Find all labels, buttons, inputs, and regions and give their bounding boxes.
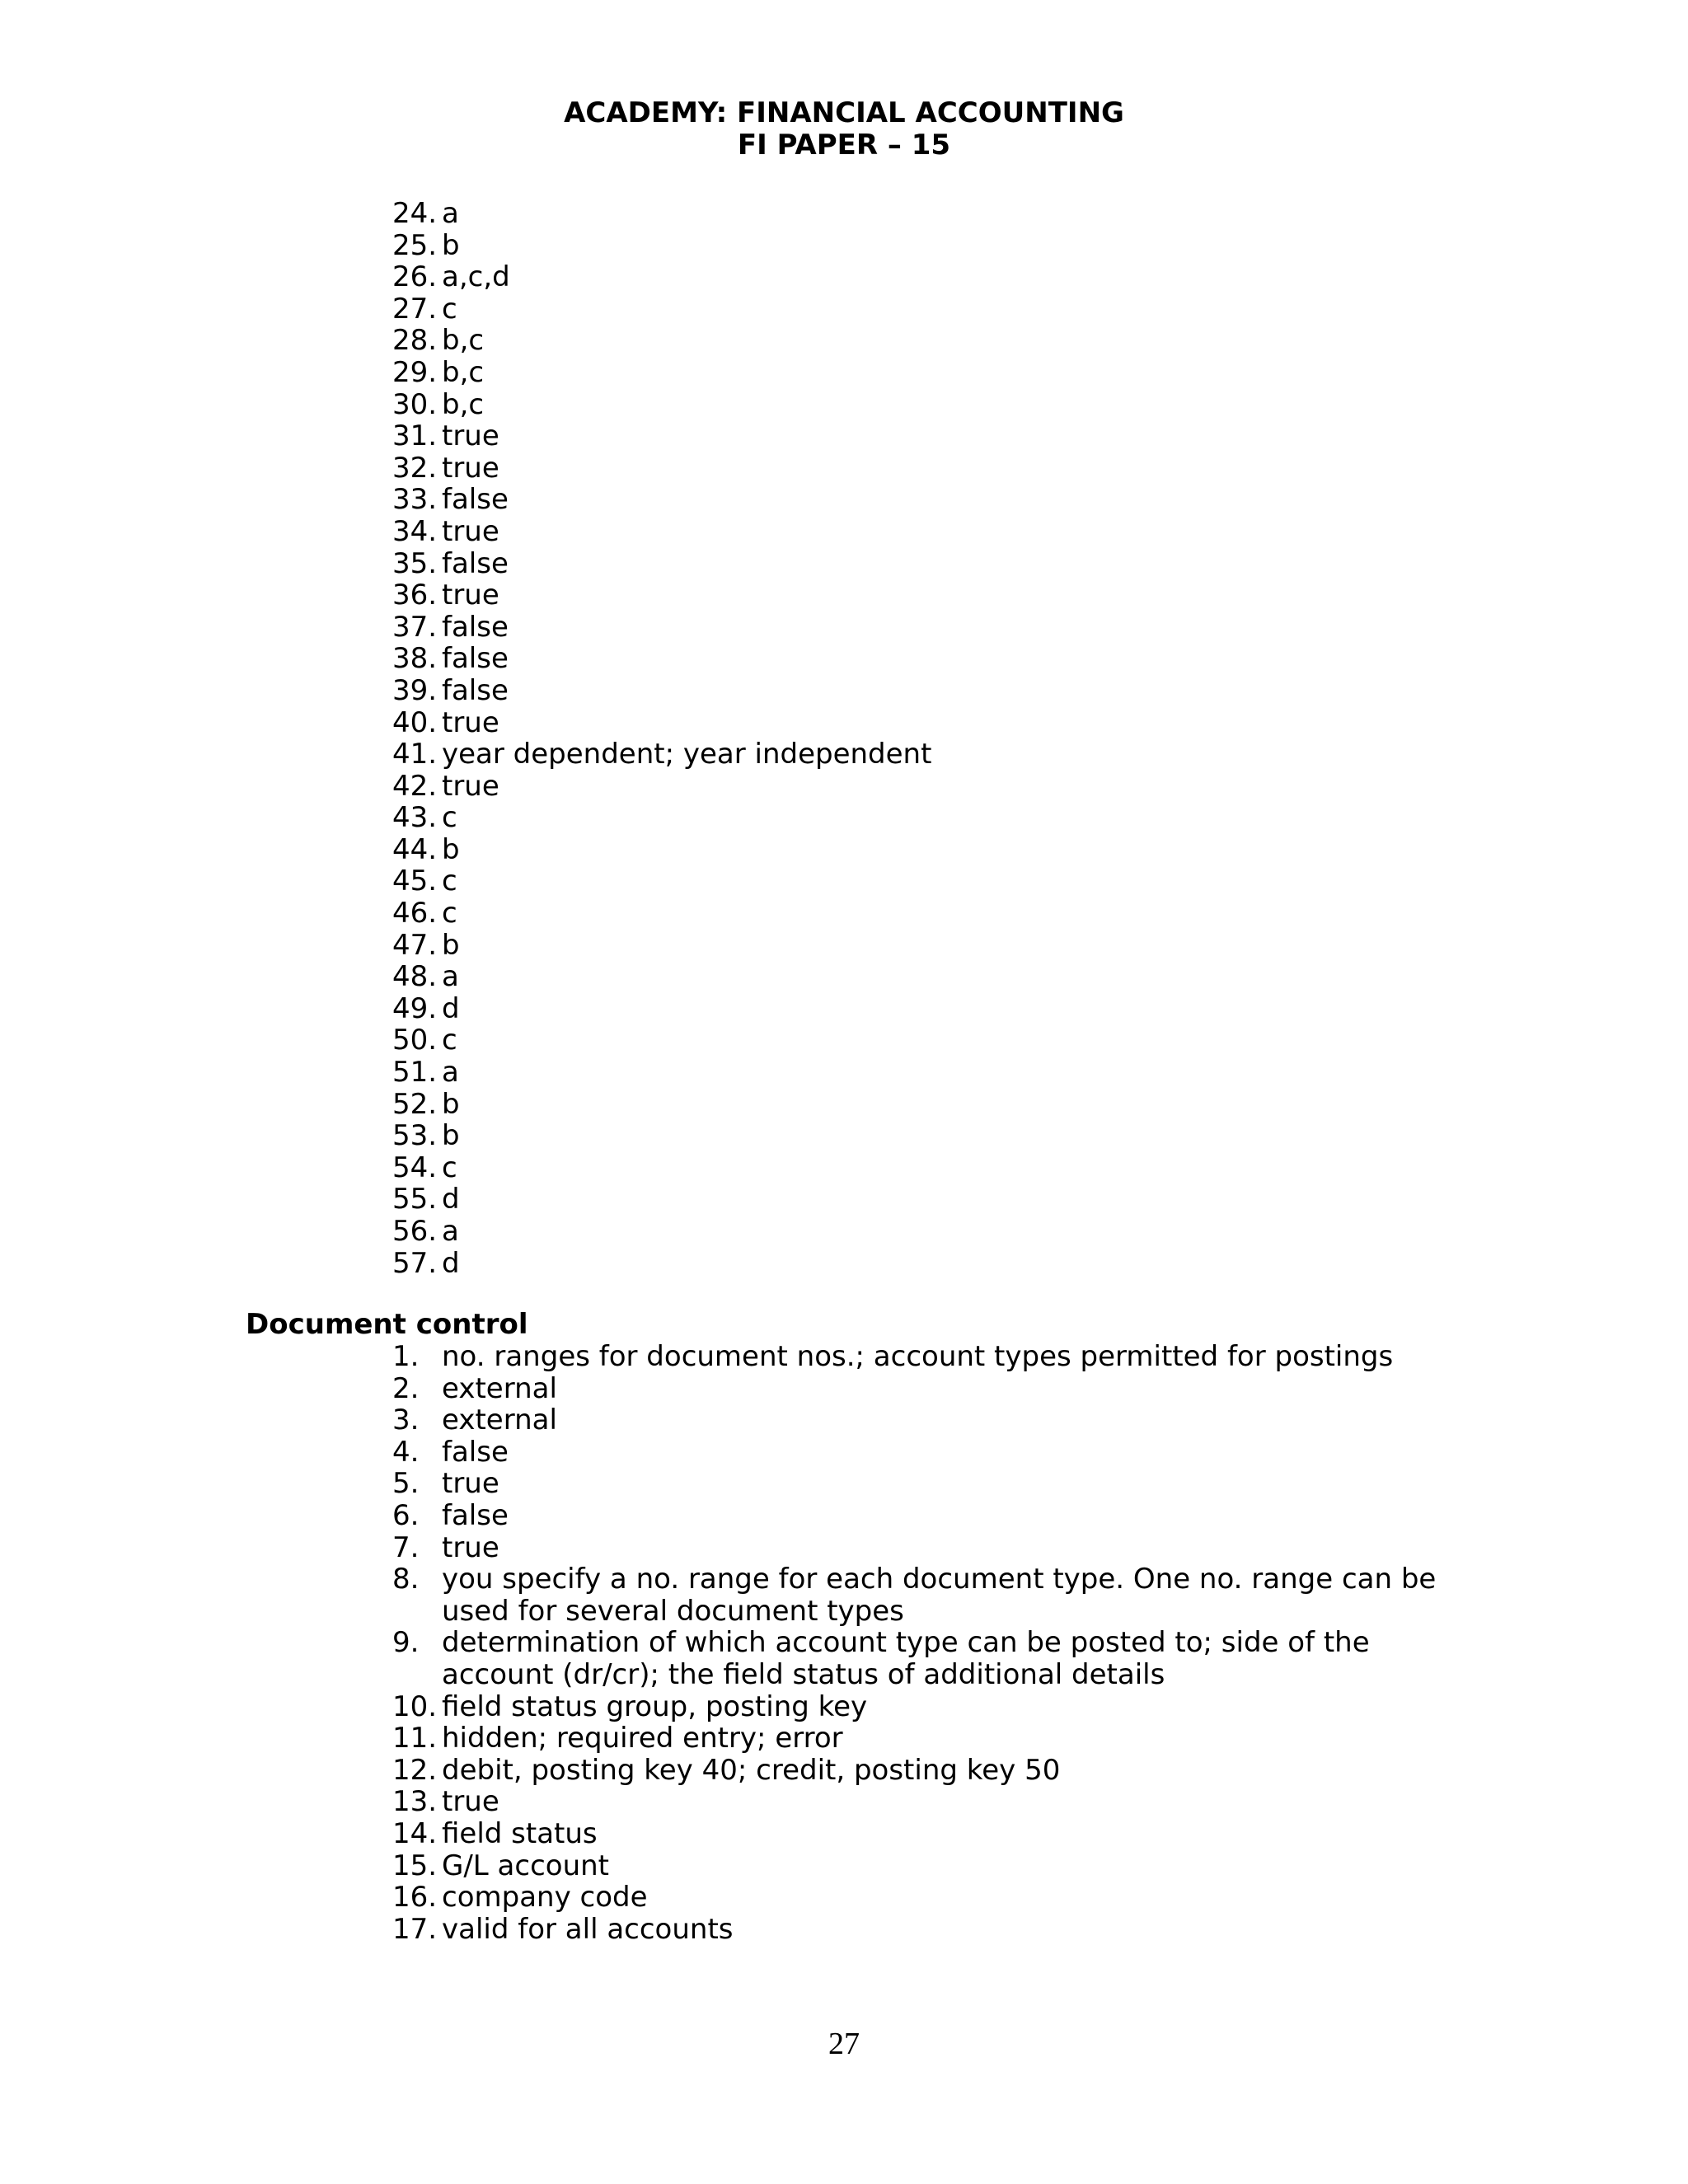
answer-item [392,1183,931,1216]
answer-number: 12. [392,1753,438,1787]
answer-text: b [442,832,460,866]
answer-number: 42. [392,769,438,803]
answer-list-part1 [392,198,931,1279]
answer-number: 43. [392,801,438,835]
answer-item [392,802,931,834]
answer-text: valid for all accounts [442,1912,734,1946]
answer-text: false [442,610,509,644]
answer-number: 48. [392,960,438,994]
answer-item [392,325,931,357]
answer-number: 51. [392,1056,438,1090]
answer-number: 41. [392,738,438,771]
answer-text: true [442,514,499,548]
answer-number: 44. [392,832,438,866]
answer-item [392,1089,931,1121]
answer-item [392,738,931,771]
answer-text: false [442,673,509,707]
answer-item [392,198,931,230]
answer-number: 9. [392,1626,420,1660]
answer-number: 57. [392,1246,438,1280]
answer-number: 53. [392,1119,438,1153]
answer-number: 39. [392,673,438,707]
answer-item [392,707,931,739]
answer-number: 56. [392,1215,438,1248]
answer-item [392,1120,931,1152]
answer-number: 28. [392,324,438,358]
answer-number: 52. [392,1087,438,1121]
answer-text: you specify a no. range for each document type. One no. range can be used for several document types [442,1563,1437,1628]
answer-text: true [442,705,499,739]
answer-number: 24. [392,197,438,230]
answer-number: 11. [392,1722,438,1755]
answer-number: 7. [392,1530,420,1564]
answer-text: determination of which account type can be posted to; side of the account (dr/cr); the field status of additional details [442,1626,1370,1691]
answer-text: b [442,1119,460,1153]
answer-text: false [442,642,509,676]
answer-item [392,1373,1447,1405]
answer-item [392,1755,1447,1787]
answer-item [392,612,931,644]
answer-text: a [442,197,459,230]
answer-item [392,865,931,898]
answer-item [392,1216,931,1248]
answer-text: b,c [442,355,485,389]
answer-text: c [442,897,457,930]
answer-number: 33. [392,483,438,517]
answer-item [392,771,931,803]
answer-item [392,1436,1447,1469]
answer-item [392,1722,1447,1755]
answer-list-document-control [392,1341,1447,1945]
answer-number: 54. [392,1151,438,1184]
answer-number: 5. [392,1467,420,1501]
answer-item [392,261,931,293]
answer-number: 17. [392,1912,438,1946]
answer-number: 30. [392,387,438,421]
answer-number: 35. [392,546,438,580]
answer-number: 45. [392,865,438,898]
answer-item [392,1468,1447,1500]
answer-text: true [442,1785,499,1819]
answer-text: c [442,1151,457,1184]
section-heading-document-control: Document control [246,1308,528,1341]
page-number: 27 [828,2027,860,2061]
answer-item [392,548,931,580]
answer-text: field status [442,1816,598,1850]
answer-text: true [442,1530,499,1564]
answer-text: b [442,928,460,962]
answer-text: G/L account [442,1849,610,1882]
answer-item [392,230,931,262]
answer-item [392,1404,1447,1436]
answer-item [392,357,931,389]
answer-number: 13. [392,1785,438,1819]
answer-text: true [442,1467,499,1501]
answer-item [392,643,931,675]
answer-text: hidden; required entry; error [442,1722,843,1755]
answer-text: no. ranges for document nos.; account types permitted for postings [442,1340,1394,1373]
answer-text: d [442,991,460,1025]
answer-item [392,1500,1447,1532]
answer-number: 29. [392,355,438,389]
answer-item [392,1532,1447,1564]
answer-number: 34. [392,514,438,548]
answer-item [392,1057,931,1089]
answer-item [392,1563,1447,1627]
answer-text: true [442,579,499,612]
answer-text: true [442,451,499,485]
answer-number: 4. [392,1435,420,1469]
answer-item [392,993,931,1025]
answer-text: debit, posting key 40; credit, posting key 50 [442,1753,1061,1787]
answer-item [392,834,931,866]
answer-number: 36. [392,579,438,612]
answer-text: field status group, posting key [442,1690,868,1723]
answer-text: company code [442,1881,648,1915]
answer-item [392,579,931,612]
answer-item [392,675,931,707]
answer-number: 46. [392,897,438,930]
answer-text: a [442,1056,459,1090]
answer-item [392,898,931,930]
answer-text: b [442,228,460,262]
answer-text: year dependent; year independent [442,738,932,771]
answer-item [392,1024,931,1057]
answer-text: false [442,546,509,580]
answer-number: 3. [392,1404,420,1437]
answer-number: 1. [392,1340,420,1373]
answer-text: c [442,865,457,898]
answer-number: 6. [392,1498,420,1532]
answer-number: 37. [392,610,438,644]
answer-text: b,c [442,324,485,358]
answer-number: 14. [392,1816,438,1850]
answer-text: external [442,1371,557,1405]
answer-number: 26. [392,260,438,294]
answer-text: a [442,960,459,994]
answer-text: c [442,801,457,835]
answer-item [392,930,931,962]
answer-item [392,1248,931,1280]
answer-item [392,1914,1447,1946]
answer-number: 40. [392,705,438,739]
answer-text: b [442,1087,460,1121]
answer-number: 8. [392,1563,420,1596]
answer-item [392,484,931,516]
answer-text: false [442,1435,509,1469]
answer-item [392,1341,1447,1373]
answer-item [392,1818,1447,1850]
header-title: ACADEMY: FINANCIAL ACCOUNTING [564,96,1124,129]
answer-text: c [442,292,457,326]
answer-text: false [442,483,509,517]
answer-number: 10. [392,1690,438,1723]
answer-text: d [442,1183,460,1216]
answer-text: true [442,769,499,803]
answer-text: false [442,1498,509,1532]
answer-text: c [442,1024,457,1057]
answer-number: 2. [392,1371,420,1405]
answer-text: a [442,1215,459,1248]
answer-text: true [442,419,499,453]
answer-text: external [442,1404,557,1437]
answer-item [392,1627,1447,1690]
answer-item [392,1152,931,1184]
answer-number: 16. [392,1881,438,1915]
answer-item [392,961,931,993]
answer-number: 38. [392,642,438,676]
answer-item [392,1850,1447,1882]
answer-number: 31. [392,419,438,453]
page-header [0,97,1688,161]
answer-item [392,389,931,421]
answer-number: 47. [392,928,438,962]
answer-number: 49. [392,991,438,1025]
answer-item [392,293,931,326]
answer-number: 32. [392,451,438,485]
answer-item [392,1691,1447,1723]
answer-number: 27. [392,292,438,326]
answer-text: b,c [442,387,485,421]
answer-number: 25. [392,228,438,262]
answer-text: d [442,1246,460,1280]
answer-item [392,1882,1447,1914]
answer-number: 55. [392,1183,438,1216]
answer-item [392,452,931,485]
answer-number: 15. [392,1849,438,1882]
answer-text: a,c,d [442,260,510,294]
header-subtitle: FI PAPER – 15 [737,128,951,162]
answer-item [392,516,931,548]
answer-number: 50. [392,1024,438,1057]
answer-item [392,1786,1447,1818]
answer-item [392,420,931,452]
